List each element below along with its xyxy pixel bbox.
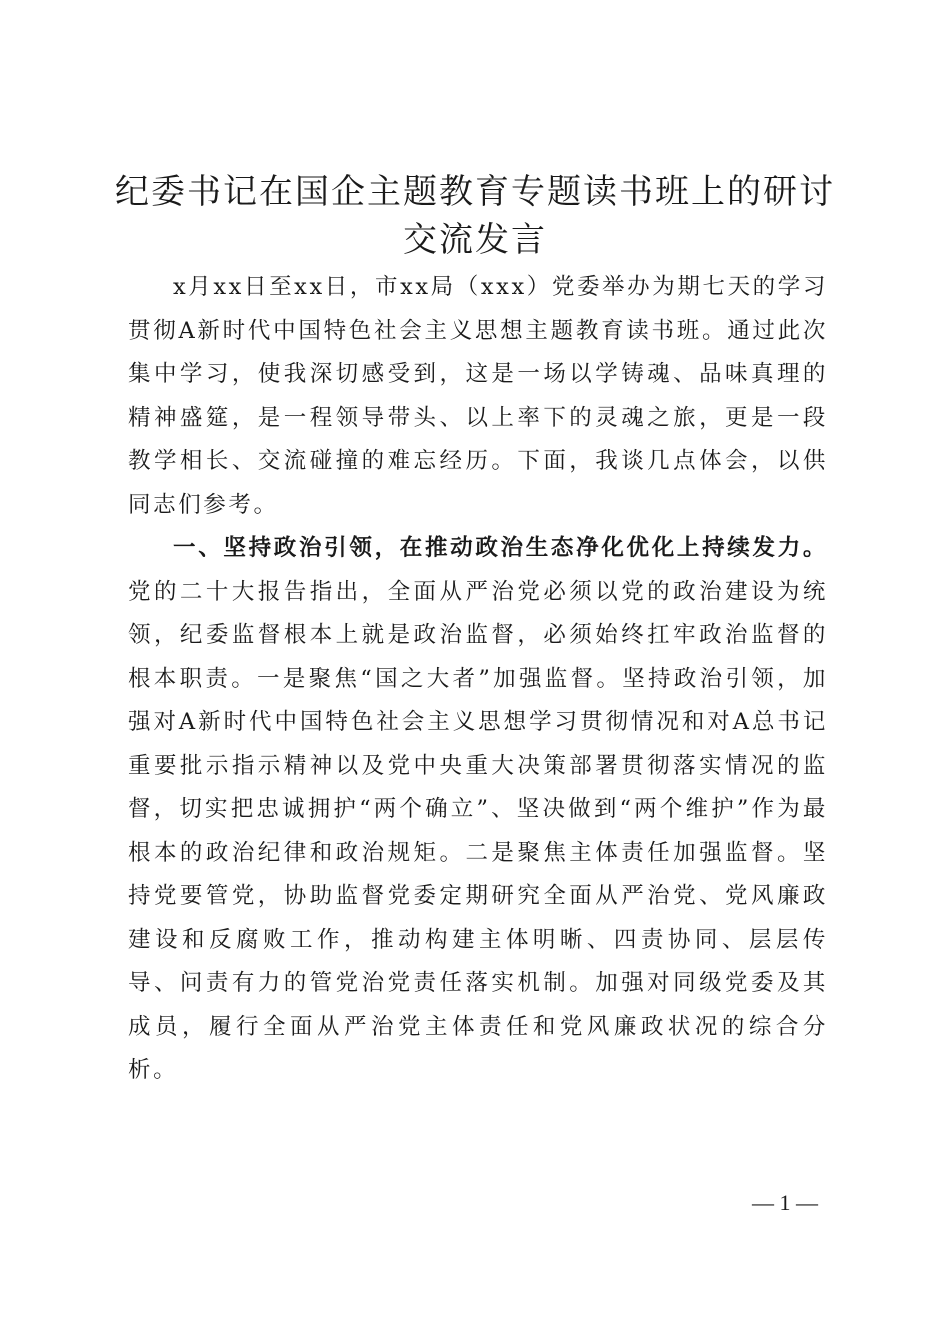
title-line-2: 交流发言 (403, 220, 547, 260)
document-title (110, 168, 840, 264)
page-number: — 1 — (752, 1190, 818, 1215)
title-line-1: 纪委书记在国企主题教育专题读书班上的研讨 (115, 172, 835, 212)
section-1-heading: 一、坚持政治引领，在推动政治生态净化优化上持续发力。 (173, 535, 828, 561)
paragraph-section-1 (128, 527, 828, 1093)
paragraph-intro: x月xx日至xx日，市xx局（xxx）党委举办为期七天的学习贯彻A新时代中国特色社会主义思想主题教育读书班。通过此次集中学习，使我深切感受到，这是一场以学铸魂、品味真理的精神盛筵，是一程领导带头、以上率下的灵魂之旅，更是一段教学相长、交流碰撞的难忘经历。下面，我谈几点体会，以供同志们参考。 (128, 274, 828, 518)
section-1-body: 党的二十大报告指出，全面从严治党必须以党的政治建设为统领，纪委监督根本上就是政治监督，必须始终扛牢政治监督的根本职责。一是聚焦“国之大者”加强监督。坚持政治引领，加强对A新时代中国特色社会主义思想学习贯彻情况和对A总书记重要批示指示精神以及党中央重大决策部署贯彻落实情况的监督，切实把忠诚拥护“两个确立”、坚决做到“两个维护”作为最根本的政治纪律和政治规矩。二是聚焦主体责任加强监督。坚持党要管党，协助监督党委定期研究全面从严治党、党风廉政建设和反腐败工作，推动构建主体明晰、四责协同、层层传导、问责有力的管党治党责任落实机制。加强对同级党委及其成员，履行全面从严治党主体责任和党风廉政状况的综合分析。 (128, 578, 828, 1083)
document-body (128, 266, 828, 1093)
